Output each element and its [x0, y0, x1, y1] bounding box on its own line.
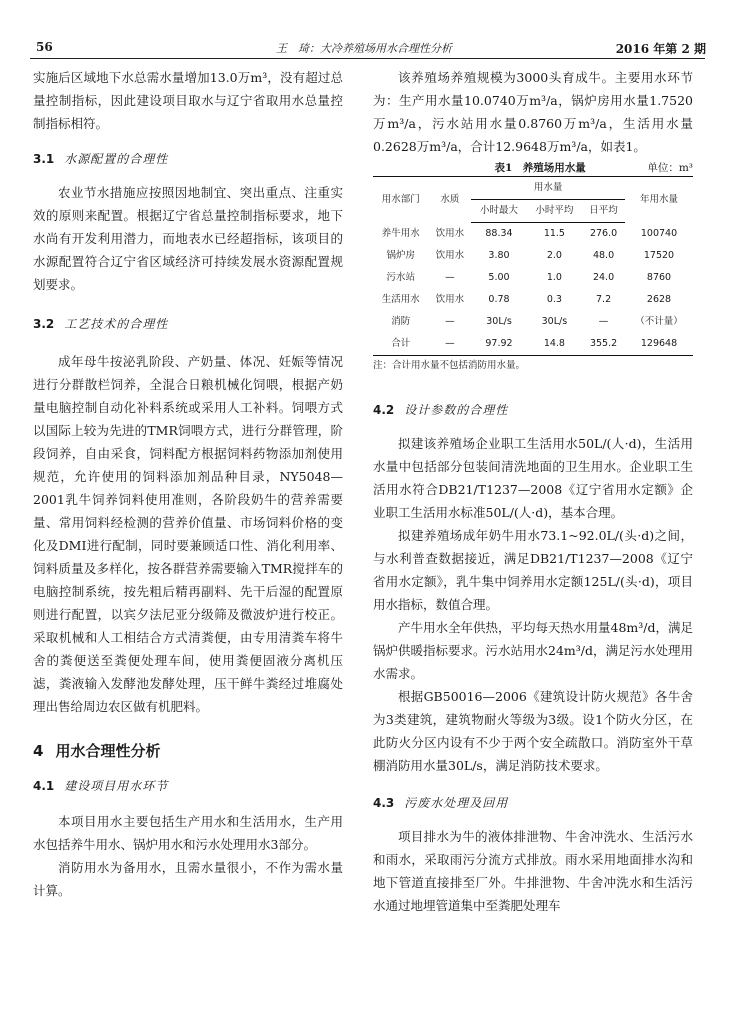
paragraph: 产牛用水全年供热，平均每天热水用量48m³/d，满足锅炉供暖指标要求。污水站用水24m³/d，满足污水处理用水需求。: [373, 620, 693, 681]
cell-max: 88.34: [485, 228, 513, 239]
cell-quality: 饮用水: [435, 227, 465, 239]
section-number: 4.3: [373, 796, 395, 810]
cell-year: 129648: [625, 333, 693, 356]
issue-label: 2016 年第 2 期: [615, 42, 706, 56]
table-row: [373, 289, 693, 311]
water-use-table: [373, 176, 693, 356]
section-title: 污废水处理及回用: [404, 796, 509, 810]
cell-year: （不计量）: [635, 316, 683, 327]
cell-max: 97.92: [471, 333, 526, 356]
cell-avg: 2.0: [546, 250, 562, 261]
paragraph: 本项目用水主要包括生产用水和生活用水，生产用水包括养牛用水、锅炉用水和污水处理用水3部分。: [33, 814, 343, 852]
cell-dept: 养牛用水: [381, 227, 420, 239]
section-title: 用水合理性分析: [55, 742, 161, 760]
cell-dept: 锅炉房: [386, 250, 415, 261]
cell-year: 17520: [643, 250, 675, 261]
cell-day: 24.0: [592, 272, 615, 283]
section-title: 水源配置的合理性: [64, 152, 169, 166]
table-row: [373, 245, 693, 267]
table-note: 注：合计用水量不包括消防用水量。: [373, 360, 526, 371]
cell-day: 355.2: [582, 333, 625, 356]
cell-max: 30L/s: [486, 316, 512, 327]
header-avg: 小时平均: [527, 200, 582, 223]
paragraph: 该养殖场养殖规模为3000头育成牛。主要用水环节为：生产用水量10.0740万m³/a，锅炉房用水量1.7520万m³/a，污水站用水量0.8760万m³/a，生活用水量0.2628万m³/a，合计12.9648万m³/a，如表1。: [373, 70, 693, 154]
table-row: [373, 223, 693, 246]
header-dept: 用水部门: [373, 177, 428, 223]
table-row: [373, 267, 693, 289]
paragraph: 项目排水为牛的液体排泄物、牛舍冲洗水、生活污水和雨水，采取雨污分流方式排放。雨水采用地面排水沟和地下管道直接排至厂外。牛排泄物、牛舍冲洗水和生活污水通过地埋管道集中至粪肥处理车: [373, 829, 693, 913]
paragraph: 农业节水措施应按照因地制宜、突出重点、注重实效的原则来配置。根据辽宁省总量控制指标要求，地下水尚有开发利用潜力，而地表水已经超指标，该项目的水源配置符合辽宁省区域经济可持续发展水资源配置规划要求。: [33, 185, 343, 292]
cell-avg: 0.3: [546, 294, 562, 305]
table-row: [373, 311, 693, 333]
header-year: 年用水量: [625, 177, 693, 223]
table-caption: 表1 养殖场用水量: [494, 162, 586, 174]
section-number: 4.2: [373, 403, 395, 417]
cell-max: 5.00: [488, 272, 510, 283]
section-title: 工艺技术的合理性: [64, 317, 169, 331]
section-title: 设计参数的合理性: [404, 403, 509, 417]
cell-day: —: [598, 316, 609, 327]
paragraph: 消防用水为备用水，且需水量很小，不作为需水量计算。: [33, 860, 343, 898]
cell-avg: 14.8: [527, 333, 582, 356]
right-column: [373, 66, 693, 917]
paragraph: 实施后区域地下水总需水量增加13.0万m³，没有超过总量控制指标，因此建设项目取水与辽宁省取用水总量控制指标相符。: [33, 70, 343, 131]
section-heading-4-1: [33, 776, 343, 796]
section-number: 3.1: [33, 152, 55, 166]
cell-avg: 1.0: [546, 272, 562, 283]
cell-quality: 饮用水: [435, 294, 465, 305]
section-heading-4-2: [373, 400, 693, 420]
cell-dept: 污水站: [386, 272, 415, 283]
section-heading-3-2: [33, 314, 343, 334]
left-column: [33, 66, 343, 902]
paragraph: 拟建该养殖场企业职工生活用水50L/(人·d)，生活用水量中包括部分包装间清洗地面的卫生用水。企业职工生活用水符合DB21/T1237—2008《辽宁省用水定额》企业职工生活用水标准50L/(人·d)，基本合理。: [373, 436, 693, 520]
cell-max: 0.78: [488, 294, 510, 305]
section-number: 4.1: [33, 779, 55, 793]
page-number: 56: [36, 40, 53, 54]
cell-avg: 11.5: [543, 228, 565, 239]
header-max: 小时最大: [471, 200, 526, 223]
table-caption-row: [373, 160, 693, 176]
page-header: [26, 36, 706, 58]
header-quality: 水质: [428, 177, 471, 223]
paragraph: 成年母牛按泌乳阶段、产奶量、体况、妊娠等情况进行分群散栏饲养，全混合日粮机械化饲喂，根据产奶量电脑控制自动化补料系统或采用人工补料。饲喂方式以国际上较为先进的TMR饲喂方式，进行分群管理，阶段饲养，自由采食，饲料配方根据饲料药物添加剂使用规范，允许使用的饲料添加剂品种目录，NY5048—2001乳牛饲养饲料使用准则，各阶段奶牛的营养需要量、常用饲料经检测的营养价值量、市场饲料价格的变化及DMI进行配制，同时要兼顾适口性、消化利用率、饲料质量及多样化，按各群营养需要输入TMR搅拌车的电脑控制系统，按先粗后精再副料、先干后湿的配置原则进行配置，以宾夕法尼亚分级筛及微波炉进行校正。采取机械和人工相结合方式清粪便，由专用清粪车将牛舍的粪便送至粪便处理车间，使用粪便固液分离机压滤，粪液输入发酵池发酵处理，压干鲜牛粪经过堆腐处理出售给周边农区做有机肥料。: [33, 354, 343, 714]
cell-avg: 30L/s: [541, 316, 568, 327]
table-unit: 单位：m³: [647, 162, 693, 174]
section-number: 4: [33, 742, 44, 760]
cell-dept: 消防: [391, 316, 411, 327]
running-title: 王 琦：大冷养殖场用水合理性分析: [276, 42, 452, 55]
table-row-total: [373, 333, 693, 356]
cell-year: 100740: [640, 227, 678, 239]
section-title: 建设项目用水环节: [64, 779, 169, 793]
section-heading-4: [33, 740, 343, 762]
header-rule: [30, 58, 705, 59]
cell-day: 276.0: [589, 228, 618, 239]
cell-quality: —: [445, 316, 455, 327]
cell-quality: 饮用水: [435, 250, 465, 261]
cell-quality: —: [428, 333, 471, 356]
cell-dept: 合计: [373, 333, 428, 356]
cell-day: 7.2: [596, 294, 612, 305]
cell-dept: 生活用水: [381, 294, 420, 305]
paragraph: 拟建养殖场成年奶牛用水73.1~92.0L/(头·d)之间，与水利普查数据接近，满足DB21/T1237—2008《辽宁省用水定额》，乳牛集中饲养用水定额125L/(头·d)，项目用水指标，数值合理。: [373, 528, 693, 612]
header-day: 日平均: [582, 200, 625, 223]
cell-day: 48.0: [592, 250, 615, 261]
cell-max: 3.80: [488, 250, 510, 261]
section-heading-4-3: [373, 793, 693, 813]
cell-year: 8760: [646, 272, 672, 283]
cell-quality: —: [445, 272, 455, 283]
header-group: 用水量: [471, 177, 625, 200]
paragraph: 根据GB50016—2006《建筑设计防火规范》各牛舍为3类建筑，建筑物耐火等级为3级。设1个防火分区，在此防火分区内设有不少于两个安全疏散口。消防室外干草棚消防用水量30L/s，满足消防技术要求。: [373, 689, 693, 773]
section-number: 3.2: [33, 317, 55, 331]
section-heading-3-1: [33, 149, 343, 169]
cell-year: 2628: [646, 294, 672, 305]
